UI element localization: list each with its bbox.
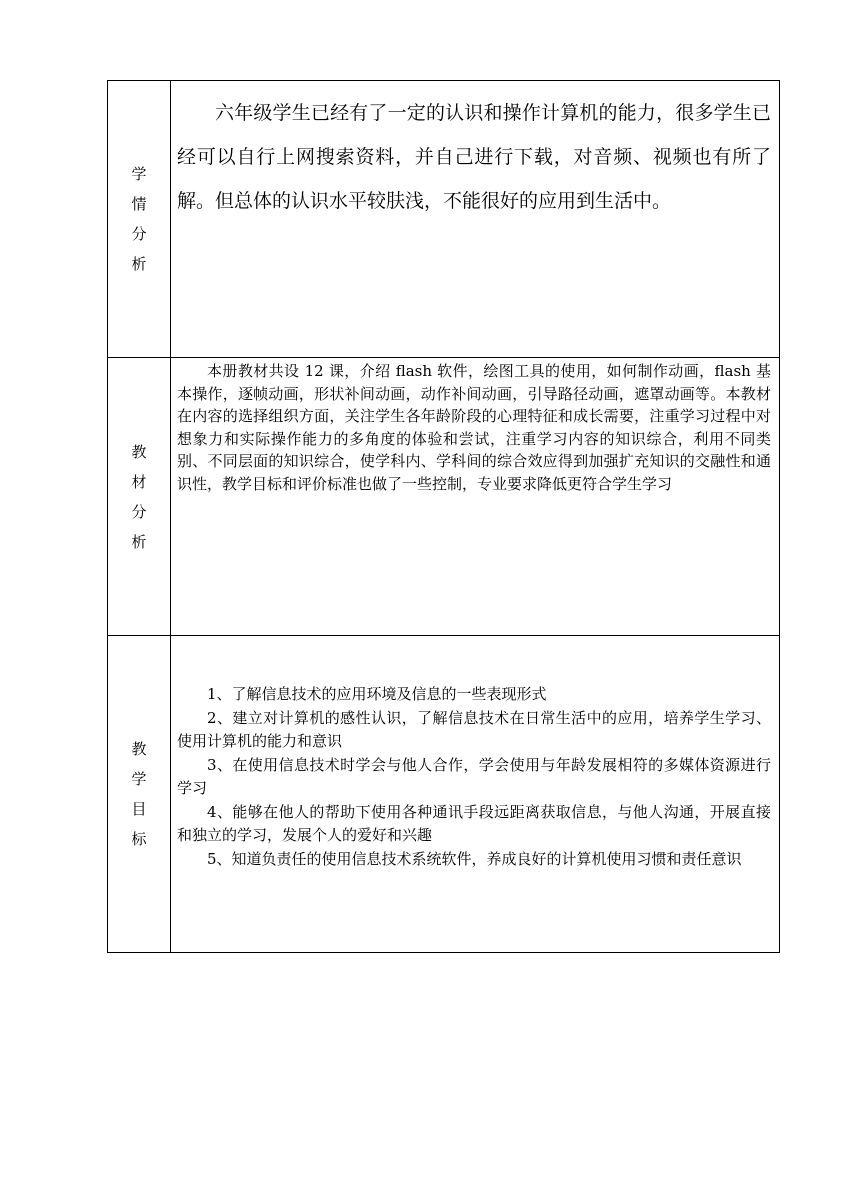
list-item: 3、在使用信息技术时学会与他人合作，学会使用与年龄发展相符的多媒体资源进行学习 [177, 755, 771, 797]
row-content-cell [171, 81, 780, 358]
lesson-plan-table [107, 80, 780, 953]
table-row [108, 636, 780, 953]
table-row [108, 81, 780, 358]
row-label-cell [108, 636, 171, 953]
row-label-cell [108, 358, 171, 636]
table-row [108, 358, 780, 636]
list-item: 2、建立对计算机的感性认识，了解信息技术在日常生活中的应用，培养学生学习、使用计算机的能力和意识 [177, 708, 771, 750]
row-label: 教学目标 [131, 740, 147, 848]
row-content-cell [171, 358, 780, 636]
row-content-cell [171, 636, 780, 953]
row-label: 教材分析 [131, 442, 147, 551]
row-label: 学情分析 [131, 165, 147, 273]
list-item: 5、知道负责任的使用信息技术系统软件，养成良好的计算机使用习惯和责任意识 [207, 849, 742, 868]
teaching-goals-list [171, 636, 779, 871]
list-item: 4、能够在他人的帮助下使用各种通讯手段远距离获取信息，与他人沟通，开展直接和独立的学习，发展个人的爱好和兴趣 [177, 802, 771, 844]
student-analysis-text: 六年级学生已经有了一定的认识和操作计算机的能力，很多学生已经可以自行上网搜索资料，并自己进行下载，对音频、视频也有所了解。但总体的认识水平较肤浅，不能很好的应用到生活中。 [177, 102, 771, 212]
row-label-cell [108, 81, 171, 358]
textbook-analysis-text: 本册教材共设 12 课，介绍 flash 软件，绘图工具的使用，如何制作动画，flash 基本操作，逐帧动画，形状补间动画，动作补间动画，引导路径动画，遮罩动画等。本教材在内容的选择组织方面，关注学生各年龄阶段的心理特征和成长需要，注重学习过程中对想象力和实际操作能力的多角度的体验和尝试，注重学习内容的知识综合，利用不同类别、不同层面的知识综合，使学科内、学科间的综合效应得到加强扩充知识的交融性和通识性，教学目标和评价标准也做了一些控制，专业要求降低更符合学生学习 [177, 362, 771, 493]
list-item: 1、了解信息技术的应用环境及信息的一些表现形式 [207, 685, 547, 703]
